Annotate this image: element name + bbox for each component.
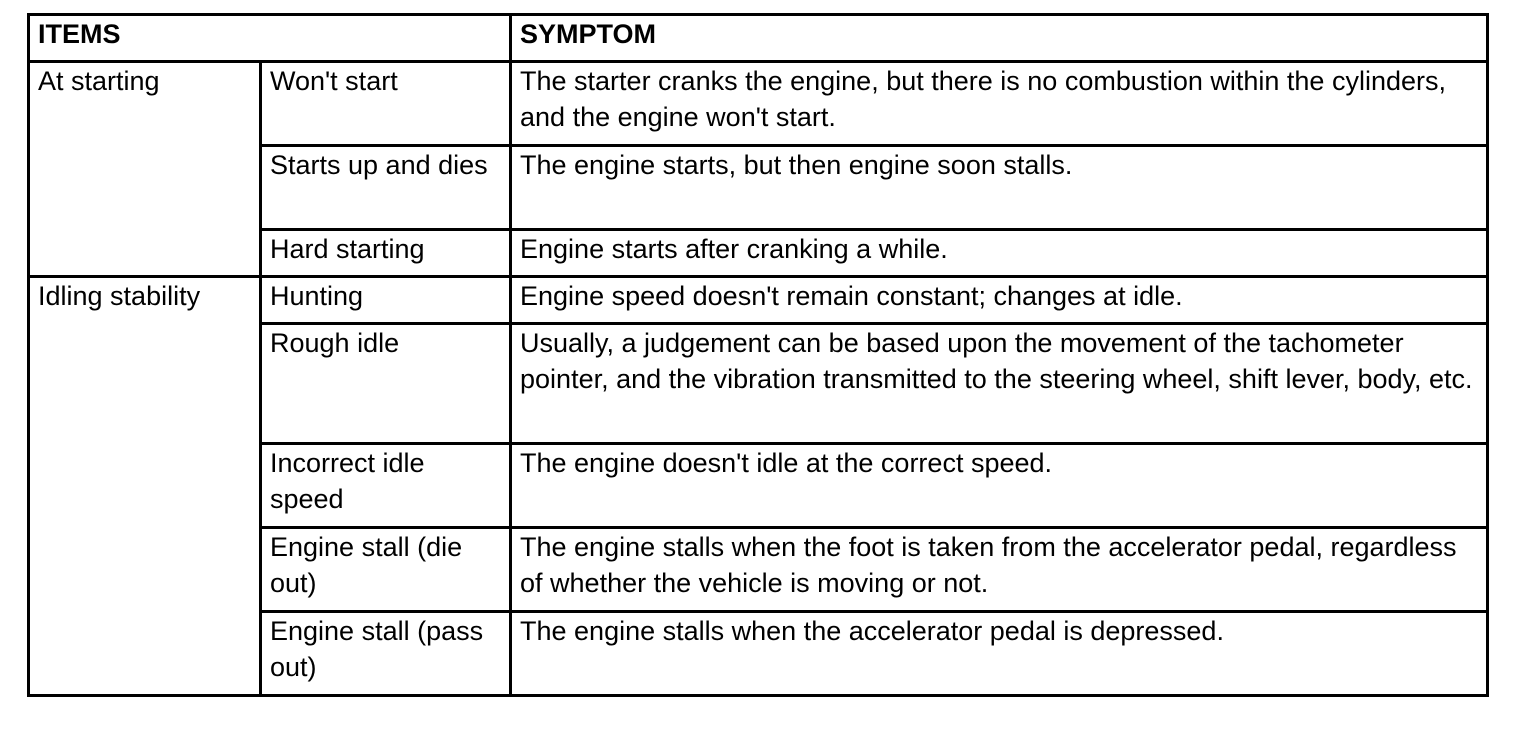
table-row: [29, 277, 1488, 324]
item-cell: Won't start: [261, 62, 511, 146]
header-symptom: SYMPTOM: [511, 15, 1488, 62]
item-cell: Starts up and dies: [261, 146, 511, 230]
symptom-cell: The starter cranks the engine, but there is no combustion within the cylinders, and the engine won't start.: [511, 62, 1488, 146]
item-cell: Hard starting: [261, 230, 511, 277]
symptom-cell: Engine speed doesn't remain constant; changes at idle.: [511, 277, 1488, 324]
symptom-cell: The engine stalls when the accelerator pedal is depressed.: [511, 612, 1488, 696]
symptom-table: [27, 13, 1489, 697]
category-cell: Idling stability: [29, 277, 261, 696]
item-cell: Engine stall (pass out): [261, 612, 511, 696]
item-cell: Engine stall (die out): [261, 528, 511, 612]
item-cell: Rough idle: [261, 324, 511, 444]
symptom-cell: Engine starts after cranking a while.: [511, 230, 1488, 277]
header-row: [29, 15, 1488, 62]
symptom-cell: The engine stalls when the foot is taken from the accelerator pedal, regardless of whether the vehicle is moving or not.: [511, 528, 1488, 612]
item-cell: Incorrect idle speed: [261, 444, 511, 528]
table-row: [29, 62, 1488, 146]
symptom-cell: The engine doesn't idle at the correct speed.: [511, 444, 1488, 528]
symptom-cell: Usually, a judgement can be based upon the movement of the tachometer pointer, and the vibration transmitted to the steering wheel, shift lever, body, etc.: [511, 324, 1488, 444]
symptom-cell: The engine starts, but then engine soon stalls.: [511, 146, 1488, 230]
item-cell: Hunting: [261, 277, 511, 324]
category-cell: At starting: [29, 62, 261, 277]
header-items: ITEMS: [29, 15, 511, 62]
